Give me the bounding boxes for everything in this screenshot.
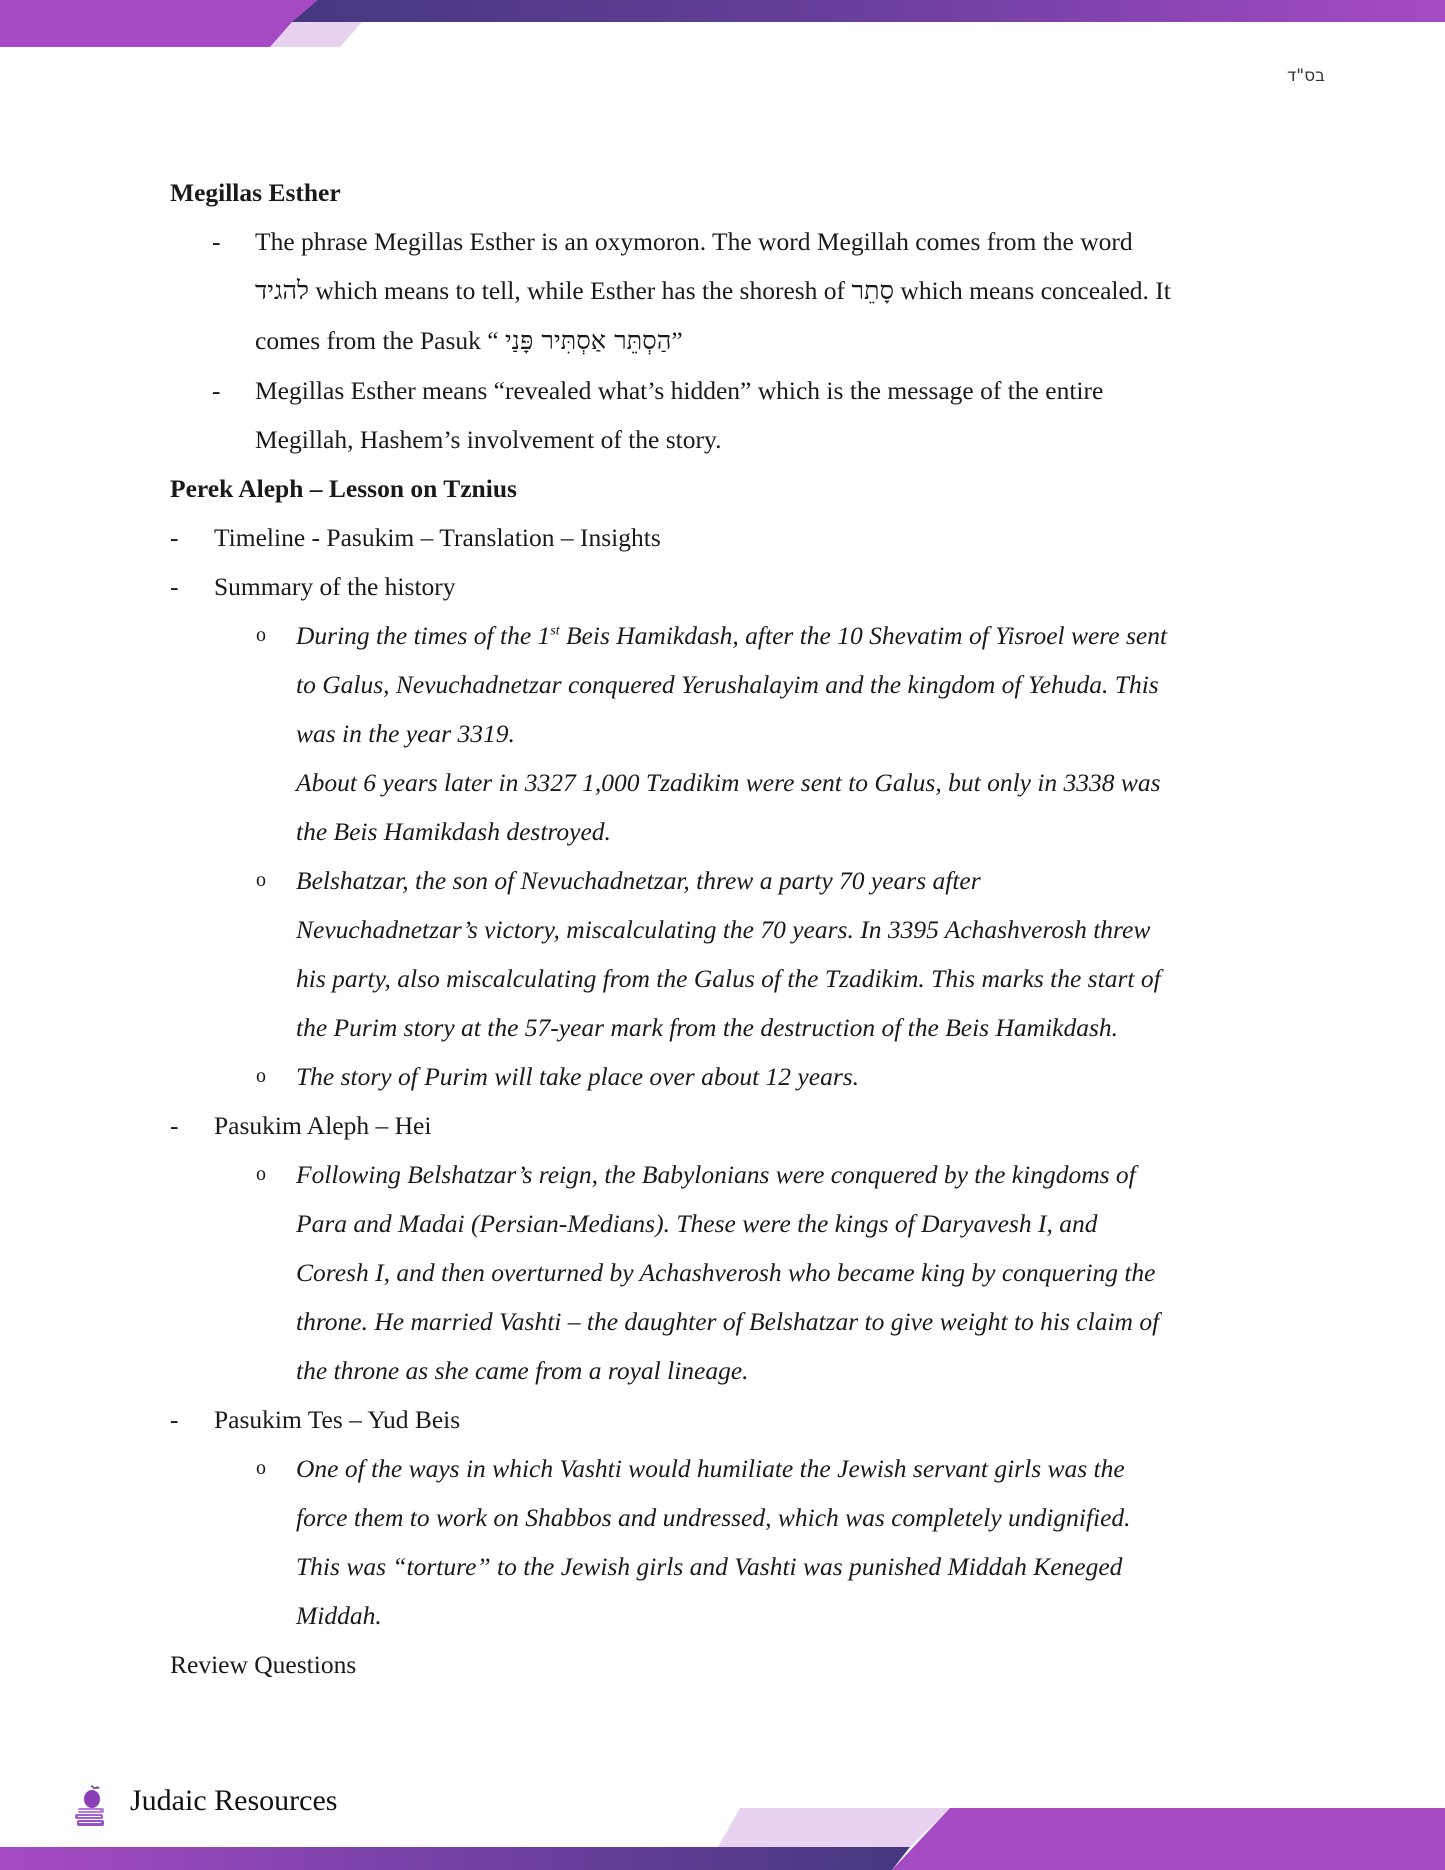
paragraph-text: Belshatzar, the son of Nevuchadnetzar, threw a party 70 years after: [296, 866, 981, 895]
list-item-aleph-hei: Pasukim Aleph – Hei: [214, 1111, 432, 1140]
paragraph-text: Following Belshatzar’s reign, the Babylonians were conquered by the kingdoms of: [296, 1160, 1136, 1189]
header-band-gradient: [292, 0, 1445, 22]
sub-list-continuation: the Purim story at the 57-year mark from the destruction of the Beis Hamikdash.: [296, 1013, 1119, 1042]
sub-list-item: [170, 856, 1290, 905]
sub-list-item: [170, 1150, 1290, 1199]
sub-list-continuation: the Beis Hamikdash destroyed.: [296, 817, 611, 846]
dash-bullet: -: [170, 1405, 179, 1434]
dash-bullet: -: [170, 523, 179, 552]
list-item: [170, 1395, 1290, 1444]
sub-list-continuation: his party, also miscalculating from the Galus of the Tzadikim. This marks the start of: [296, 964, 1161, 993]
hebrew-word-lehagid: להגיד: [255, 276, 309, 306]
paragraph-text: which means to tell, while Esther has the shoresh of: [308, 276, 852, 305]
sub-list-continuation: the throne as she came from a royal lineage.: [296, 1356, 749, 1385]
sub-list-item: [170, 611, 1290, 660]
sub-list-continuation: About 6 years later in 3327 1,000 Tzadikim were sent to Galus, but only in 3338 was: [296, 768, 1161, 797]
circle-bullet: o: [256, 869, 266, 891]
sub-list-continuation: to Galus, Nevuchadnetzar conquered Yerushalayim and the kingdom of Yehuda. This: [296, 670, 1159, 699]
paragraph-text: comes from the Pasuk “: [255, 326, 505, 355]
sub-list-continuation: Para and Madai (Persian-Medians). These were the kings of Daryavesh I, and: [296, 1209, 1098, 1238]
footer-band-magenta: [892, 1808, 1445, 1870]
paragraph-text: Beis Hamikdash, after the 10 Shevatim of Yisroel were sent: [559, 621, 1168, 650]
brand-name: Judaic Resources: [130, 1784, 338, 1817]
dash-bullet: -: [212, 227, 221, 256]
circle-bullet: o: [256, 624, 266, 646]
header-band-magenta: [0, 0, 318, 47]
sub-list-continuation: force them to work on Shabbos and undressed, which was completely undignified.: [296, 1503, 1131, 1532]
circle-bullet: o: [256, 1163, 266, 1185]
list-item: [170, 513, 1290, 562]
paragraph-text: which means concealed. It: [894, 276, 1171, 305]
sub-list-continuation: was in the year 3319.: [296, 719, 515, 748]
paragraph-text: The phrase Megillas Esther is an oxymoron. The word Megillah comes from the word: [255, 227, 1133, 256]
list-item-tes-yud: Pasukim Tes – Yud Beis: [214, 1405, 461, 1434]
list-item: [170, 366, 1290, 415]
list-item: [170, 562, 1290, 611]
list-item: [170, 217, 1290, 266]
circle-bullet: o: [256, 1065, 266, 1087]
paragraph-text: Megillas Esther means “revealed what’s hidden” which is the message of the entire: [255, 376, 1104, 405]
sub-list-item: [170, 1052, 1290, 1101]
list-item-timeline: Timeline - Pasukim – Translation – Insights: [214, 523, 661, 552]
sub-list-continuation: Coresh I, and then overturned by Achashverosh who became king by conquering the: [296, 1258, 1156, 1287]
bsd-mark: בס"ד: [1287, 66, 1325, 86]
section-title-megillas-esther: Megillas Esther: [170, 178, 341, 207]
hebrew-word-saser: סָתֵר: [851, 276, 895, 306]
header-banner: [0, 0, 1445, 50]
list-item-continuation: [170, 316, 1290, 366]
paragraph-text: The story of Purim will take place over about 12 years.: [296, 1062, 860, 1091]
dash-bullet: -: [170, 572, 179, 601]
sub-list-continuation: Middah.: [296, 1601, 382, 1630]
paragraph-text: One of the ways in which Vashti would humiliate the Jewish servant girls was the: [296, 1454, 1125, 1483]
hebrew-pasuk: הַסְתֵּר אַסְתִּיר פָּנַי: [504, 326, 672, 356]
sub-list-continuation: This was “torture” to the Jewish girls and Vashti was punished Middah Keneged: [296, 1552, 1123, 1581]
section-title-perek-aleph: Perek Aleph – Lesson on Tznius: [170, 474, 517, 503]
list-item: [170, 1101, 1290, 1150]
review-questions-label: Review Questions: [170, 1650, 357, 1679]
footer-band-lilac: [718, 1808, 950, 1847]
list-item-summary: Summary of the history: [214, 572, 456, 601]
sub-list-continuation: Nevuchadnetzar’s victory, miscalculating the 70 years. In 3395 Achashverosh threw: [296, 915, 1151, 944]
list-item-continuation: Megillah, Hashem’s involvement of the story.: [255, 425, 722, 454]
superscript-st: st: [550, 623, 560, 639]
sub-list-item: [170, 1444, 1290, 1493]
document-body: [170, 168, 1290, 1689]
paragraph-text: ”: [671, 326, 683, 355]
footer-band-gradient: [0, 1847, 910, 1870]
dash-bullet: -: [212, 376, 221, 405]
circle-bullet: o: [256, 1457, 266, 1479]
dash-bullet: -: [170, 1111, 179, 1140]
sub-list-continuation: throne. He married Vashti – the daughter of Belshatzar to give weight to his claim of: [296, 1307, 1160, 1336]
paragraph-text: During the times of the 1: [296, 621, 551, 650]
list-item-continuation: [170, 266, 1290, 316]
footer-banner: [0, 1805, 1445, 1870]
